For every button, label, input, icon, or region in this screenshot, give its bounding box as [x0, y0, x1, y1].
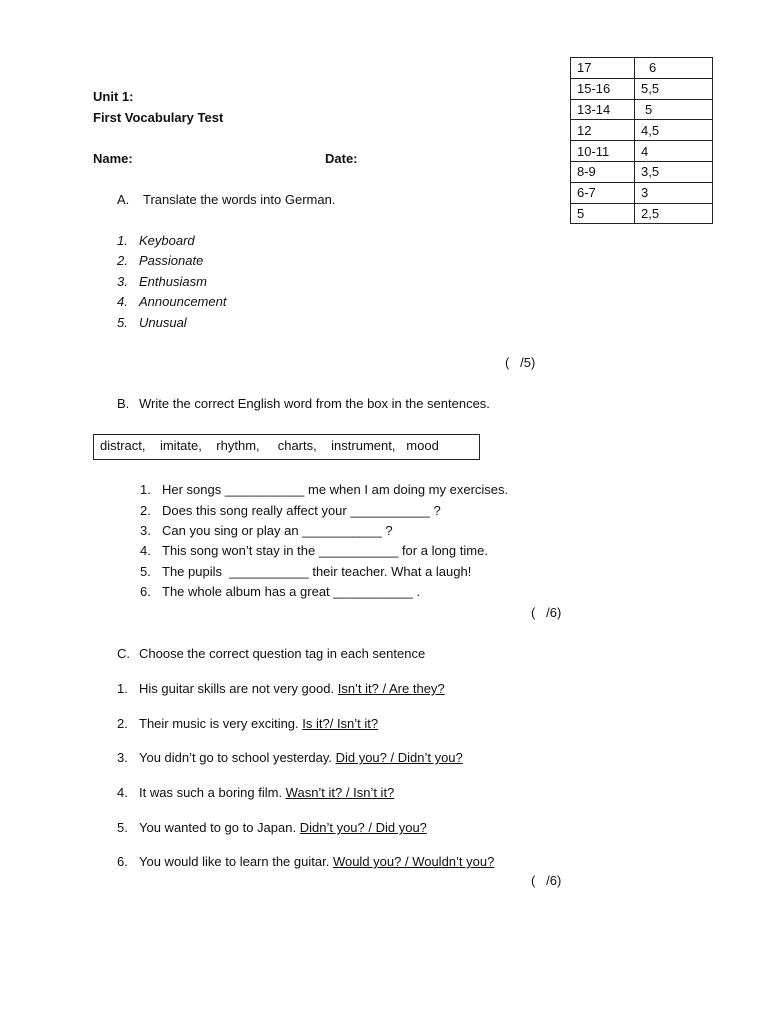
list-item: [117, 750, 463, 765]
section-b-score: ( /6): [531, 605, 562, 620]
tag-options: Isn’t it? / Are they?: [337, 681, 445, 696]
item-number: 6.: [140, 584, 151, 599]
vocab-word: Keyboard: [139, 233, 195, 248]
item-number: 5.: [117, 820, 128, 835]
section-c-letter: C.: [117, 646, 130, 661]
grade-cell: 5,5: [635, 78, 713, 99]
item-number: 5.: [117, 315, 128, 330]
tag-options: Is it?/ Isn’t it?: [302, 716, 379, 731]
section-a-instruction: Translate the words into German.: [143, 192, 336, 207]
item-number: 4.: [117, 785, 128, 800]
list-item: [117, 785, 394, 800]
table-row: [571, 141, 713, 162]
table-row: [571, 99, 713, 120]
item-number: 6.: [117, 854, 128, 869]
date-label: Date:: [325, 151, 358, 166]
sentence-text: Their music is very exciting.: [139, 716, 303, 731]
item-number: 2.: [140, 503, 151, 518]
sentence-text: Her songs ___________ me when I am doing my exercises.: [162, 482, 509, 497]
section-b-instruction: Write the correct English word from the box in the sentences.: [139, 396, 490, 411]
tag-options: Didn’t you? / Did you?: [299, 820, 427, 835]
tag-options: Wasn’t it? / Isn’t it?: [285, 785, 395, 800]
list-item: [140, 564, 471, 579]
grade-cell: 3,5: [635, 161, 713, 182]
item-number: 3.: [140, 523, 151, 538]
list-item: [117, 820, 427, 835]
table-row: [571, 78, 713, 99]
vocab-word: Passionate: [139, 253, 204, 268]
sentence-text: You wanted to go to Japan.: [139, 820, 300, 835]
item-number: 2.: [117, 253, 128, 268]
unit-heading: Unit 1:: [93, 89, 134, 104]
list-item: [140, 523, 393, 538]
grade-cell: 4,5: [635, 120, 713, 141]
points-cell: 12: [571, 120, 635, 141]
section-a-letter: A.: [117, 192, 130, 207]
grade-cell: 3: [635, 182, 713, 203]
sentence-text: The pupils ___________ their teacher. What a laugh!: [162, 564, 472, 579]
item-number: 5.: [140, 564, 151, 579]
item-number: 4.: [117, 294, 128, 309]
item-number: 1.: [117, 233, 128, 248]
table-row: [571, 182, 713, 203]
sentence-text: You would like to learn the guitar.: [139, 854, 333, 869]
points-cell: 8-9: [571, 161, 635, 182]
item-number: 2.: [117, 716, 128, 731]
section-a-score: ( /5): [505, 355, 536, 370]
list-item: [140, 543, 488, 558]
word-box: distract, imitate, rhythm, charts, instrument, mood: [93, 434, 480, 460]
sentence-text: Does this song really affect your ___________ ?: [162, 503, 441, 518]
grade-cell: 6: [635, 58, 713, 79]
name-label: Name:: [93, 151, 133, 166]
tag-options: Did you? / Didn’t you?: [335, 750, 463, 765]
table-row: [571, 203, 713, 224]
item-number: 1.: [140, 482, 151, 497]
list-item: [140, 482, 508, 497]
sentence-text: You didn’t go to school yesterday.: [139, 750, 336, 765]
points-cell: 5: [571, 203, 635, 224]
grade-cell: 4: [635, 141, 713, 162]
sentence-text: It was such a boring film.: [139, 785, 286, 800]
vocab-word: Unusual: [139, 315, 187, 330]
list-item: [117, 854, 494, 869]
grade-cell: 2,5: [635, 203, 713, 224]
table-row: [571, 120, 713, 141]
list-item: [117, 315, 187, 330]
list-item: [140, 503, 441, 518]
sentence-text: Can you sing or play an ___________ ?: [162, 523, 393, 538]
sentence-text: His guitar skills are not very good.: [139, 681, 338, 696]
tag-options: Would you? / Wouldn’t you?: [332, 854, 495, 869]
grade-cell: 5: [635, 99, 713, 120]
test-title: First Vocabulary Test: [93, 110, 224, 125]
vocab-word: Enthusiasm: [139, 274, 207, 289]
list-item: [117, 233, 195, 248]
item-number: 3.: [117, 750, 128, 765]
list-item: [117, 681, 445, 696]
item-number: 3.: [117, 274, 128, 289]
points-cell: 6-7: [571, 182, 635, 203]
list-item: [117, 294, 226, 309]
sentence-text: The whole album has a great ___________ .: [162, 584, 421, 599]
points-cell: 17: [571, 58, 635, 79]
item-number: 4.: [140, 543, 151, 558]
vocab-word: Announcement: [139, 294, 227, 309]
table-row: [571, 58, 713, 79]
points-cell: 10-11: [571, 141, 635, 162]
table-row: [571, 161, 713, 182]
section-b-letter: B.: [117, 396, 130, 411]
section-c-instruction: Choose the correct question tag in each sentence: [139, 646, 426, 661]
points-cell: 15-16: [571, 78, 635, 99]
list-item: [140, 584, 420, 599]
list-item: [117, 253, 203, 268]
points-cell: 13-14: [571, 99, 635, 120]
list-item: [117, 716, 378, 731]
grade-table: [570, 57, 713, 224]
section-c-score: ( /6): [531, 873, 562, 888]
list-item: [117, 274, 207, 289]
item-number: 1.: [117, 681, 128, 696]
sentence-text: This song won’t stay in the ___________ for a long time.: [162, 543, 488, 558]
